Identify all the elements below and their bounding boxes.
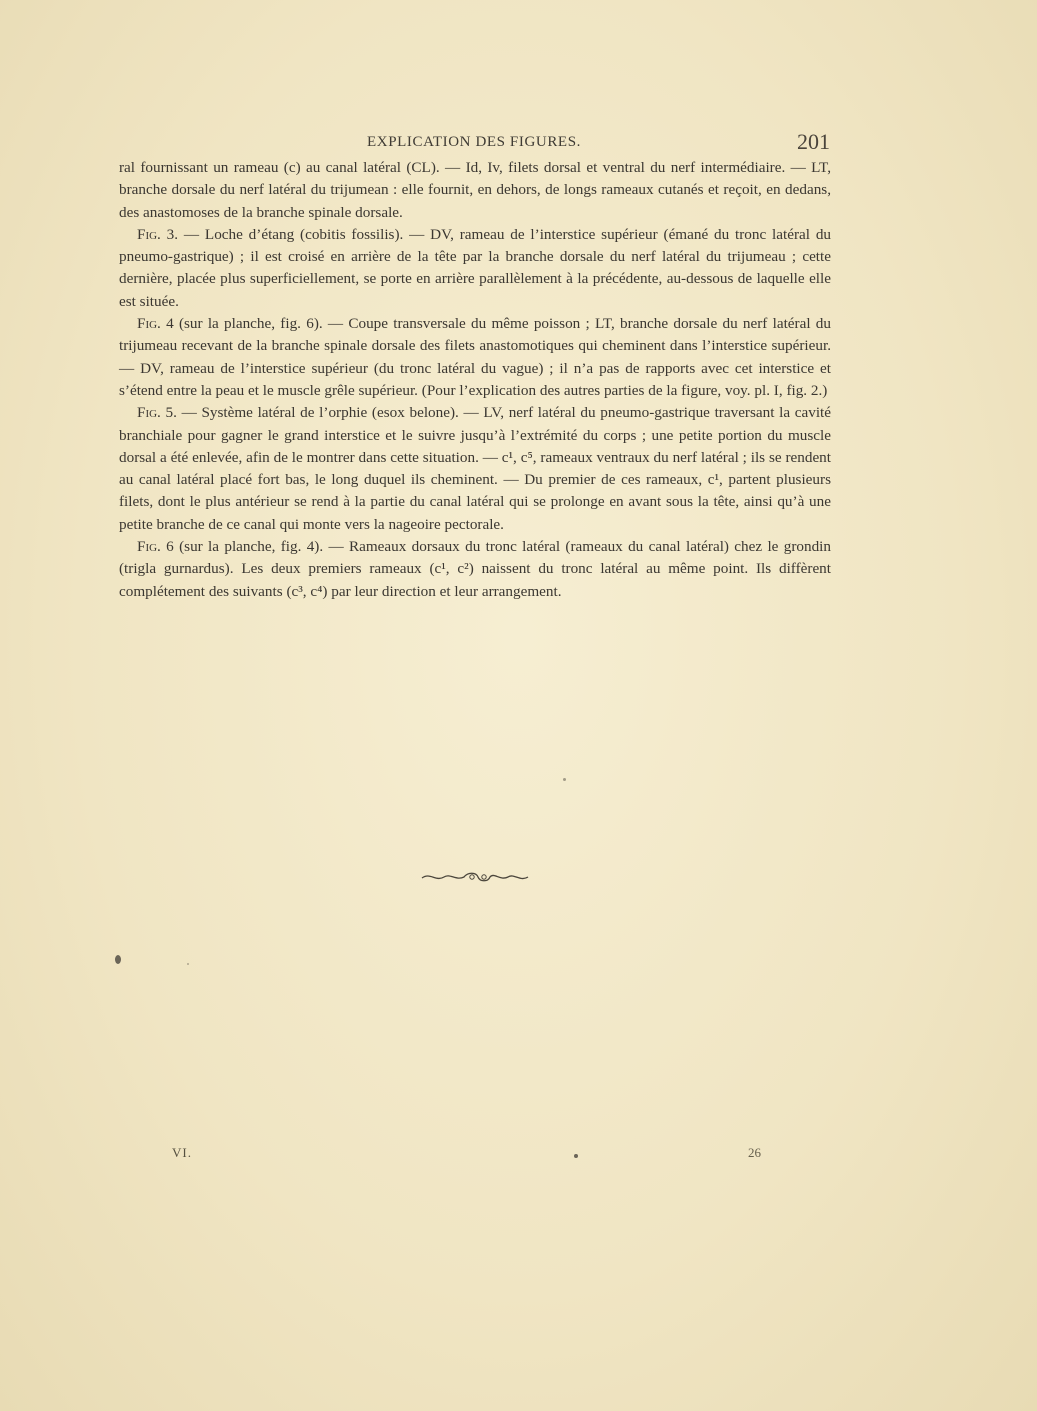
figure-label: Fig. 4	[137, 315, 174, 333]
paragraph-continuation: ral fournissant un rameau (c) au canal latéral (CL). — Id, Iv, filets dorsal et ventral du nerf intermédiaire. — LT, branche dorsale du nerf latéral du trijumean : elle fournit, en dehors, de longs rameaux cutanés et reçoit, en dedans, des anastomoses de la branche spinale dorsale.	[119, 159, 831, 221]
page-header	[118, 129, 830, 156]
paragraph-fig-6	[119, 536, 831, 603]
paragraph-text: (sur la planche, fig. 4). — Rameaux dorsaux du tronc latéral (rameaux du canal latéral) chez le grondin (trigla gurnardus). Les deux premiers rameaux (c¹, c²) naissent du tronc latéral au même point. Ils diffèrent complétement des suivants (c³, c⁴) par leur direction et leur arrangement.	[119, 538, 831, 600]
ornament-divider	[420, 870, 530, 884]
paper-speck	[115, 955, 121, 964]
paragraph-text: (sur la planche, fig. 6). — Coupe transversale du même poisson ; LT, branche dorsale du nerf latéral du trijumeau recevant de la branche spinale dorsale des filets anastomotiques qui cheminent dans l’interstice supérieur. — DV, rameau de l’interstice supérieur (du tronc latéral du vague) ; il n’a pas de rapports avec cet interstice et s’étend entre la peau et le muscle grêle supérieur. (Pour l’explication des autres parties de la figure, voy. pl. I, fig. 2.)	[119, 315, 831, 399]
paper-speck	[574, 1154, 578, 1158]
paragraph-fig-4	[119, 313, 831, 402]
signature-mark: VI.	[172, 1145, 192, 1160]
paper-speck	[563, 778, 566, 781]
figure-label: Fig. 6	[137, 538, 174, 556]
running-title: EXPLICATION DES FIGURES.	[367, 134, 581, 150]
paragraph-fig-3	[119, 224, 831, 313]
paragraph-text: — Système latéral de l’orphie (esox belone). — LV, nerf latéral du pneumo-gastrique traversant la cavité branchiale pour gagner le grand interstice et le suivre jusqu’à l’extrémité du corps ; une petite portion du muscle dorsal a été enlevée, afin de le montrer dans cette situation. — c¹, c⁵, rameaux ventraux du nerf latéral ; ils se rendent au canal latéral placé fort bas, le long duquel ils cheminent. — Du premier de ces rameaux, c¹, partent plusieurs filets, dont le plus antérieur se rend à la partie du canal latéral qui se prolonge en avant sous la tête, ainsi qu’à une petite branche de ce canal qui monte vers la nageoire pectorale.	[119, 404, 832, 533]
figure-label: Fig. 5.	[137, 404, 177, 422]
page-number: 201	[797, 129, 830, 154]
sheet-number: 26	[748, 1145, 761, 1160]
paper-speck	[187, 963, 189, 965]
body-text	[119, 157, 831, 603]
paragraph-fig-5	[119, 402, 831, 536]
figure-label: Fig. 3.	[137, 225, 179, 243]
paragraph-text: — Loche d’étang (cobitis fossilis). — DV, rameau de l’interstice supérieur (émané du tronc latéral du pneumo-gastrique) ; il est croisé en arrière de la tête par la branche dorsale du nerf latéral du trijumeau ; cette dernière, placée plus superficiellement, se porte en arrière parallèlement à la précédente, au-dessous de laquelle elle est située.	[119, 225, 832, 310]
